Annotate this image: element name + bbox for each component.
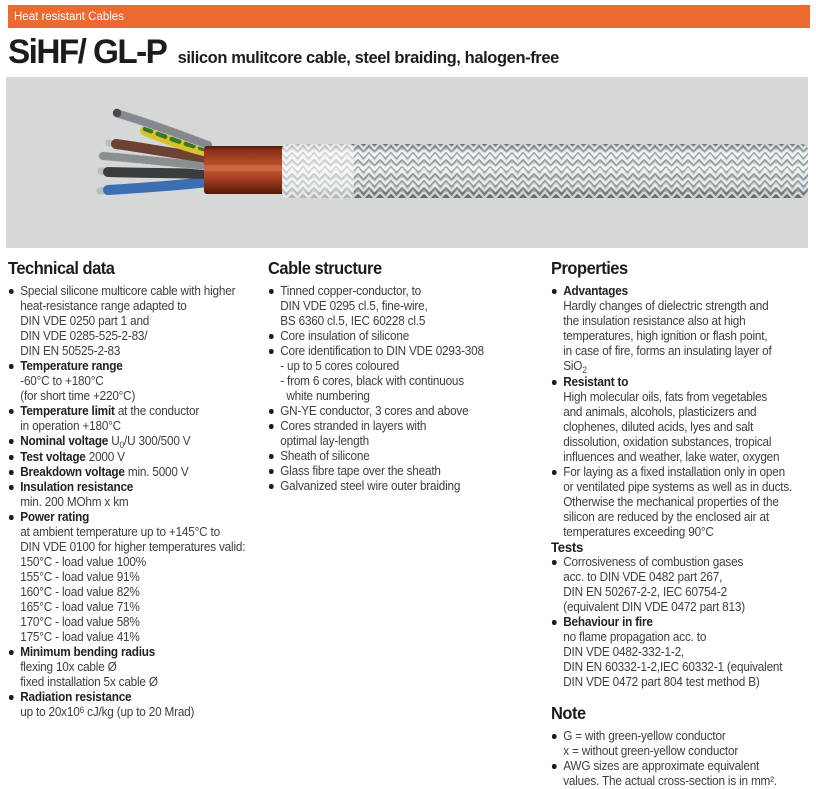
bullet-item — [8, 404, 267, 434]
text-line: DIN EN 50267-2-2, IEC 60754-2 — [563, 585, 727, 599]
bullet-icon — [9, 485, 13, 490]
text-line: optimal lay-length — [280, 434, 369, 448]
text-line: 160°C - load value 82% — [20, 585, 140, 599]
bullet-item — [268, 329, 542, 344]
text-line: the insulation resistance also at high — [563, 314, 746, 328]
cable-structure-heading-cable-structure: Cable structure — [268, 258, 382, 278]
text-line: influences and weather, lake water, oxygen — [563, 450, 780, 464]
text-line: min. 200 MOhm x km — [20, 495, 129, 509]
text-line: Galvanized steel wire outer braiding — [280, 479, 461, 493]
text-line: flexing 10x cable Ø — [20, 660, 117, 674]
bullet-icon — [552, 620, 556, 625]
text-line: and animals, alcohols, plasticizers and — [563, 405, 757, 419]
text-line: For laying as a fixed installation only in open — [563, 465, 785, 479]
bullet-icon — [269, 349, 273, 354]
text-line: Cores stranded in layers with — [280, 419, 427, 433]
text-line: SiO$_2$ — [563, 359, 587, 375]
bullet-icon — [552, 380, 556, 385]
product-name: SiHF/ GL-P — [8, 33, 167, 71]
bullet-icon — [9, 409, 13, 414]
text-line: DIN VDE 0100 for higher temperatures valid: — [20, 540, 246, 554]
column-properties — [551, 258, 814, 789]
text-line: fixed installation 5x cable Ø — [20, 675, 158, 689]
bullet-item — [551, 284, 814, 375]
text-line: High molecular oils, fats from vegetables — [563, 390, 768, 404]
text-line: DIN VDE 0482-332-1-2, — [563, 645, 685, 659]
bullet-item — [8, 359, 267, 404]
bullet-icon — [552, 734, 556, 739]
bullet-item — [268, 449, 542, 464]
text-line: Temperature limit at the conductor — [20, 404, 200, 418]
bullet-item — [8, 480, 267, 510]
text-line: - from 6 cores, black with continuous — [280, 374, 464, 388]
text-line: Hardly changes of dielectric strength and — [563, 299, 769, 313]
text-line: values. The actual cross-section is in mm². — [563, 774, 777, 788]
bullet-icon — [9, 289, 13, 294]
bullet-item — [8, 465, 267, 480]
text-line: Breakdown voltage min. 5000 V — [20, 465, 189, 479]
text-line: temperatures exceeding 90°C — [563, 525, 714, 539]
text-line: Tinned copper-conductor, to — [280, 284, 422, 298]
text-line: (for short time +220°C) — [20, 389, 136, 403]
text-line: DIN EN 50525-2-83 — [20, 344, 121, 358]
bullet-item — [551, 555, 814, 615]
text-line: 175°C - load value 41% — [20, 630, 140, 644]
bullet-icon — [269, 454, 273, 459]
bullet-item — [268, 404, 542, 419]
cable-sheath — [204, 146, 286, 194]
text-line: DIN EN 60332-1-2,IEC 60332-1 (equivalent — [563, 660, 783, 674]
bullet-item — [8, 690, 267, 721]
columns — [0, 258, 816, 788]
bullet-item — [8, 434, 267, 450]
bullet-item — [551, 465, 814, 540]
text-line: DIN VDE 0472 part 804 test method B) — [563, 675, 760, 689]
bullet-item — [8, 645, 267, 690]
bullet-icon — [552, 289, 556, 294]
text-line: silicon are reduced by the enclosed air at — [563, 510, 769, 524]
text-line: Test voltage 2000 V — [20, 450, 125, 464]
bullet-icon — [269, 409, 273, 414]
bullet-icon — [9, 515, 13, 520]
text-line: Resistant to — [563, 375, 629, 389]
text-line: 165°C - load value 71% — [20, 600, 140, 614]
text-line: Core identification to DIN VDE 0293-308 — [280, 344, 484, 358]
bullet-item — [268, 479, 542, 494]
glass-fibre-tape — [282, 144, 354, 198]
properties-heading-note: Note — [551, 703, 586, 723]
text-line: DIN VDE 0285-525-2-83/ — [20, 329, 148, 343]
bullet-icon — [552, 470, 556, 475]
text-line: Radiation resistance — [20, 690, 132, 704]
text-line: x = without green-yellow conductor — [563, 744, 739, 758]
text-line: clophenes, diluted acids, lyes and salt — [563, 420, 754, 434]
text-line: in case of fire, forms an insulating layer of — [563, 344, 772, 358]
properties-subheading-tests: Tests — [551, 539, 584, 555]
text-line: no flame propagation acc. to — [563, 630, 707, 644]
bullet-icon — [269, 484, 273, 489]
bullet-icon — [9, 650, 13, 655]
bullet-icon — [9, 364, 13, 369]
text-line: dissolution, oxidation substances, tropical — [563, 435, 772, 449]
text-line: Power rating — [20, 510, 90, 524]
text-line: Insulation resistance — [20, 480, 134, 494]
text-line: 170°C - load value 58% — [20, 615, 140, 629]
text-line: DIN VDE 0250 part 1 and — [20, 314, 150, 328]
bullet-icon — [9, 455, 13, 460]
bullet-item — [8, 510, 267, 645]
text-line: Minimum bending radius — [20, 645, 156, 659]
text-line: Behaviour in fire — [563, 615, 653, 629]
bullet-item — [268, 464, 542, 479]
bullet-icon — [552, 764, 556, 769]
product-subtitle: silicon mulitcore cable, steel braiding, halogen-free — [177, 49, 559, 67]
page-title — [8, 33, 559, 72]
text-line: Special silicone multicore cable with higher — [20, 284, 236, 298]
text-line: Temperature range — [20, 359, 123, 373]
text-line: GN-YE conductor, 3 cores and above — [280, 404, 469, 418]
category-label: Heat resistant Cables — [14, 10, 124, 23]
text-line: Nominal voltage $U_0/U$ 300/500 V — [20, 434, 191, 450]
text-line: white numbering — [280, 389, 370, 403]
bullet-item — [551, 759, 814, 789]
bullet-icon — [9, 470, 13, 475]
bullet-icon — [9, 695, 13, 700]
text-line: at ambient temperature up to +145°C to — [20, 525, 220, 539]
column-cable-structure — [268, 258, 542, 494]
text-line: acc. to DIN VDE 0482 part 267, — [563, 570, 723, 584]
technical-data-heading-technical-data: Technical data — [8, 258, 115, 278]
bullet-icon — [269, 469, 273, 474]
bullet-item — [268, 419, 542, 449]
text-line: -60°C to +180°C — [20, 374, 104, 388]
text-line: DIN VDE 0295 cl.5, fine-wire, — [280, 299, 428, 313]
bullet-item — [551, 615, 814, 690]
text-line: 155°C - load value 91% — [20, 570, 140, 584]
text-line: BS 6360 cl.5, IEC 60228 cl.5 — [280, 314, 426, 328]
text-line: G = with green-yellow conductor — [563, 729, 726, 743]
text-line: in operation +180°C — [20, 419, 121, 433]
text-line: AWG sizes are approximate equivalent — [563, 759, 760, 773]
product-photo — [6, 77, 808, 253]
bullet-item — [268, 344, 542, 404]
category-banner — [8, 5, 810, 28]
text-line: (equivalent DIN VDE 0472 part 813) — [563, 600, 745, 614]
bullet-item — [8, 284, 267, 359]
text-line: or ventilated pipe systems as well as in ducts. — [563, 480, 793, 494]
text-line: temperatures, high ignition or flash point, — [563, 329, 768, 343]
text-line: Sheath of silicone — [280, 449, 370, 463]
text-line: 150°C - load value 100% — [20, 555, 147, 569]
bullet-item — [551, 729, 814, 759]
bullet-item — [8, 450, 267, 465]
cable-braiding — [282, 144, 808, 198]
bullet-item — [551, 375, 814, 465]
bullet-icon — [9, 439, 13, 444]
bullet-item — [268, 284, 542, 329]
text-line: - up to 5 cores coloured — [280, 359, 400, 373]
text-line: up to $20x10^6$ cJ/kg (up to 20 Mrad) — [20, 704, 195, 719]
text-line: Glass fibre tape over the sheath — [280, 464, 441, 478]
text-line: Advantages — [563, 284, 628, 298]
text-line: Otherwise the mechanical properties of the — [563, 495, 779, 509]
bullet-icon — [269, 334, 273, 339]
text-line: Corrosiveness of combustion gases — [563, 555, 744, 569]
bullet-icon — [269, 424, 273, 429]
bullet-icon — [269, 289, 273, 294]
cable-illustration — [6, 77, 808, 248]
properties-heading-properties: Properties — [551, 258, 628, 278]
text-line: heat-resistance range adapted to — [20, 299, 187, 313]
bullet-icon — [552, 560, 556, 565]
text-line: Core insulation of silicone — [280, 329, 410, 343]
column-technical-data — [8, 258, 267, 721]
